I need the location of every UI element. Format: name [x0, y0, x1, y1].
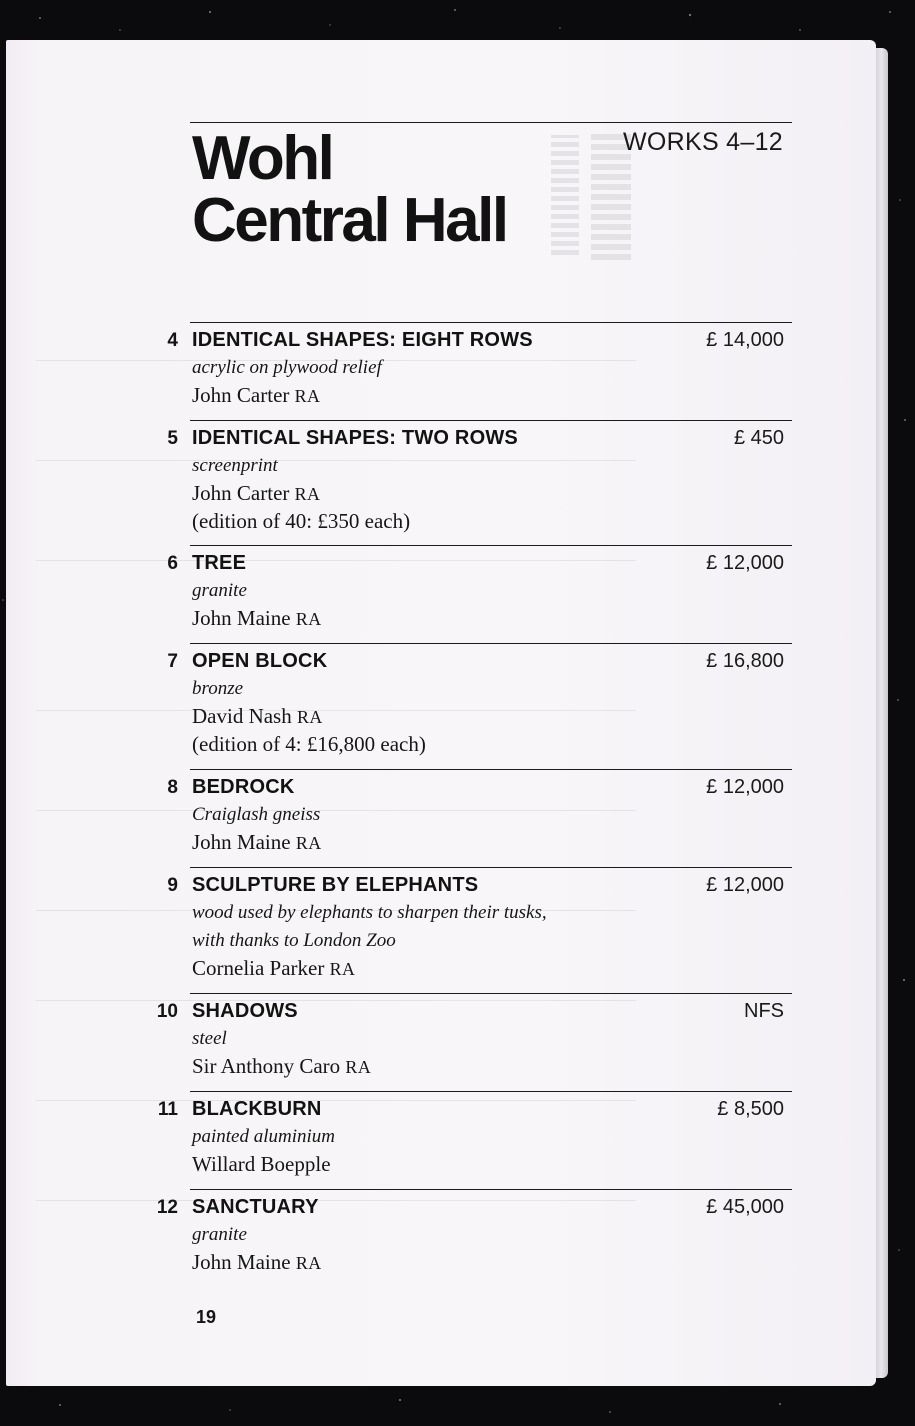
header-rule: [190, 122, 792, 123]
artist-honorific: RA: [295, 609, 322, 629]
work-medium: granite: [192, 1224, 247, 1245]
work-title: SCULPTURE BY ELEPHANTS: [192, 874, 479, 896]
work-medium: painted aluminium: [192, 1126, 336, 1147]
artist-honorific: RA: [294, 386, 321, 406]
work-title: SHADOWS: [192, 1000, 298, 1022]
work-price: £ 45,000: [706, 1196, 784, 1218]
entry-rule: [190, 1091, 792, 1092]
work-artist: [192, 704, 323, 729]
entry-rule: [190, 867, 792, 868]
work-medium: bronze: [192, 678, 244, 699]
work-edition: (edition of 40: £350 each): [192, 509, 411, 533]
artist-name: David Nash: [192, 704, 292, 728]
work-number: 12: [156, 1197, 178, 1218]
work-number: 11: [157, 1099, 178, 1120]
artist-name: Sir Anthony Caro: [192, 1054, 341, 1078]
entry-rule: [190, 420, 792, 421]
work-artist: [192, 830, 322, 855]
work-price: £ 450: [733, 427, 784, 449]
artist-honorific: RA: [345, 1057, 372, 1077]
artist-honorific: RA: [296, 707, 323, 727]
work-artist: [192, 481, 320, 506]
work-number: 8: [167, 777, 178, 798]
entry-rule: [190, 322, 792, 323]
work-title: BLACKBURN: [192, 1098, 322, 1120]
entry-rule: [190, 1189, 792, 1190]
entry-rule: [190, 545, 792, 546]
catalogue-page: [6, 40, 876, 1386]
work-number: 5: [167, 428, 178, 449]
work-artist: [192, 1152, 331, 1177]
work-title: IDENTICAL SHAPES: EIGHT ROWS: [192, 329, 533, 351]
page-title: [192, 124, 507, 255]
work-price: £ 12,000: [706, 552, 784, 574]
work-artist: [192, 1054, 371, 1079]
work-title: BEDROCK: [192, 776, 295, 798]
work-edition: (edition of 4: £16,800 each): [192, 732, 426, 756]
work-price: £ 14,000: [706, 329, 784, 351]
artist-honorific: RA: [294, 484, 321, 504]
artist-honorific: RA: [295, 833, 322, 853]
work-title: IDENTICAL SHAPES: TWO ROWS: [192, 427, 518, 449]
work-number: 4: [167, 330, 178, 351]
work-medium-line-2: with thanks to London Zoo: [192, 930, 396, 951]
work-artist: [192, 383, 320, 408]
work-title: SANCTUARY: [192, 1196, 319, 1218]
artist-name: Cornelia Parker: [192, 956, 325, 980]
work-price: £ 12,000: [706, 874, 784, 896]
work-artist: [192, 606, 322, 631]
work-number: 10: [156, 1001, 178, 1022]
work-title: TREE: [192, 552, 247, 574]
page-number: 19: [196, 1307, 217, 1327]
entry-rule: [190, 769, 792, 770]
work-artist: [192, 1250, 322, 1275]
work-price: £ 12,000: [706, 776, 784, 798]
entry-rule: [190, 993, 792, 994]
work-price: £ 16,800: [706, 650, 784, 672]
work-medium: acrylic on plywood relief: [192, 357, 382, 378]
work-number: 9: [167, 875, 178, 896]
work-number: 6: [167, 553, 178, 574]
work-number: 7: [167, 651, 178, 672]
work-title: OPEN BLOCK: [192, 650, 328, 672]
work-price: £ 8,500: [717, 1098, 784, 1120]
work-medium: granite: [192, 580, 247, 601]
title-line-2: Central Hall: [192, 186, 507, 255]
artist-name: John Maine: [192, 606, 291, 630]
artist-name: John Carter: [192, 481, 290, 505]
work-price: NFS: [744, 1000, 784, 1022]
entry-rule: [190, 643, 792, 644]
artist-name: John Maine: [192, 830, 291, 854]
work-medium: screenprint: [192, 455, 278, 476]
artist-honorific: RA: [295, 1253, 322, 1273]
artist-name: Willard Boepple: [192, 1152, 331, 1176]
artist-name: John Carter: [192, 383, 290, 407]
work-artist: [192, 956, 355, 981]
work-medium: Craiglash gneiss: [192, 804, 321, 825]
work-medium: steel: [192, 1028, 227, 1049]
work-medium: wood used by elephants to sharpen their tusks,: [192, 902, 547, 923]
artist-name: John Maine: [192, 1250, 291, 1274]
title-line-1: Wohl: [192, 124, 333, 193]
section-label: WORKS 4–12: [622, 128, 783, 156]
artist-honorific: RA: [329, 959, 356, 979]
